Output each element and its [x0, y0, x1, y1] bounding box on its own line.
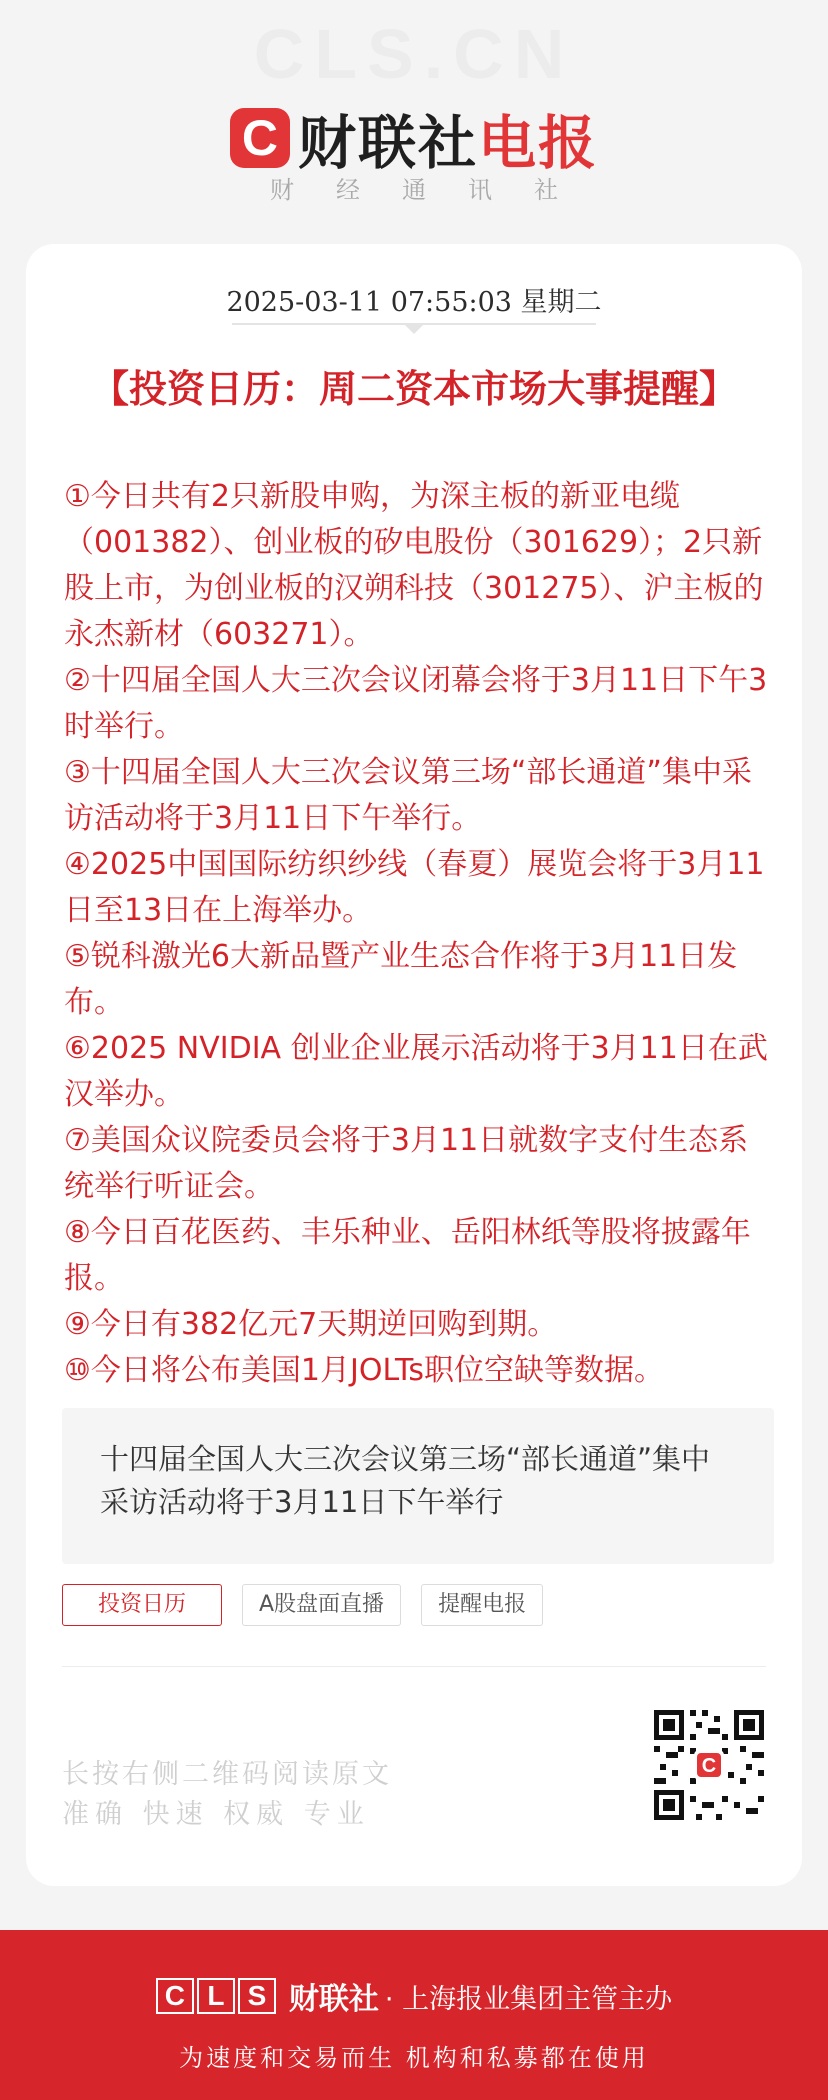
- article-datetime: 2025-03-11 07:55:03 星期二: [226, 287, 602, 318]
- tag-investment-calendar[interactable]: 投资日历: [62, 1584, 222, 1626]
- footer-brand-name: 财联社: [288, 1982, 379, 2017]
- list-item: ⑧今日百花医药、丰乐种业、岳阳林纸等股将披露年报。: [64, 1215, 751, 1296]
- qr-code-icon[interactable]: [652, 1708, 766, 1822]
- brand-values: 准确 快速 权威 专业: [62, 1799, 370, 1830]
- list-item: ①今日共有2只新股申购，为深主板的新亚电缆（001382）、创业板的矽电股份（301629）；2只新股上市，为创业板的汉朔科技（301275）、沪主板的永杰新材（603271）。: [64, 479, 764, 652]
- logo-c-icon: C: [230, 108, 290, 168]
- tag-list: [62, 1584, 563, 1626]
- qr-badge-text: C: [701, 1755, 717, 1777]
- cls-letter: L: [197, 1978, 235, 2014]
- article-title: 【投资日历：周二资本市场大事提醒】: [90, 367, 737, 411]
- logo-red-text: 电报: [478, 109, 599, 177]
- footer-banner: [0, 1930, 828, 2100]
- footer-brand-row: [0, 1974, 828, 2018]
- watermark-text: CLS.CN: [253, 15, 575, 93]
- cls-letter: C: [156, 1978, 194, 2014]
- date-notch: [404, 324, 424, 334]
- brand-logo: [0, 96, 828, 180]
- list-item: ⑤锐科激光6大新品暨产业生态合作将于3月11日发布。: [64, 939, 738, 1020]
- footer-org: · 上海报业集团主管主办: [384, 1983, 673, 2015]
- qr-code-graphic: [652, 1708, 766, 1822]
- list-item: ②十四届全国人大三次会议闭幕会将于3月11日下午3时举行。: [64, 663, 768, 744]
- list-item: ⑨今日有382亿元7天期逆回购到期。: [64, 1307, 558, 1342]
- cls-letter: S: [238, 1978, 276, 2014]
- list-item: ④2025中国国际纺织纱线（春夏）展览会将于3月11日至13日在上海举办。: [64, 847, 765, 928]
- logo-name: 财联社: [297, 109, 478, 177]
- tagline: 财经通讯社: [270, 176, 600, 204]
- article-body: [64, 474, 768, 1394]
- qr-hint: 长按右侧二维码阅读原文: [62, 1759, 392, 1790]
- list-item: ⑦美国众议院委员会将于3月11日就数字支付生态系统举行听证会。: [64, 1123, 749, 1204]
- list-item: ⑥2025 NVIDIA 创业企业展示活动将于3月11日在武汉举办。: [64, 1031, 768, 1112]
- divider: [62, 1666, 766, 1667]
- summary-quote: 十四届全国人大三次会议第三场“部长通道”集中采访活动将于3月11日下午举行: [62, 1408, 774, 1564]
- list-item: ⑩今日将公布美国1月JOLTs职位空缺等数据。: [64, 1353, 665, 1388]
- tag-reminder-telegraph[interactable]: 提醒电报: [421, 1584, 543, 1626]
- list-item: ③十四届全国人大三次会议第三场“部长通道”集中采访活动将于3月11日下午举行。: [64, 755, 752, 836]
- tag-a-share-live[interactable]: A股盘面直播: [242, 1584, 401, 1626]
- footer-slogan: 为速度和交易而生 机构和私募都在使用: [179, 2044, 649, 2072]
